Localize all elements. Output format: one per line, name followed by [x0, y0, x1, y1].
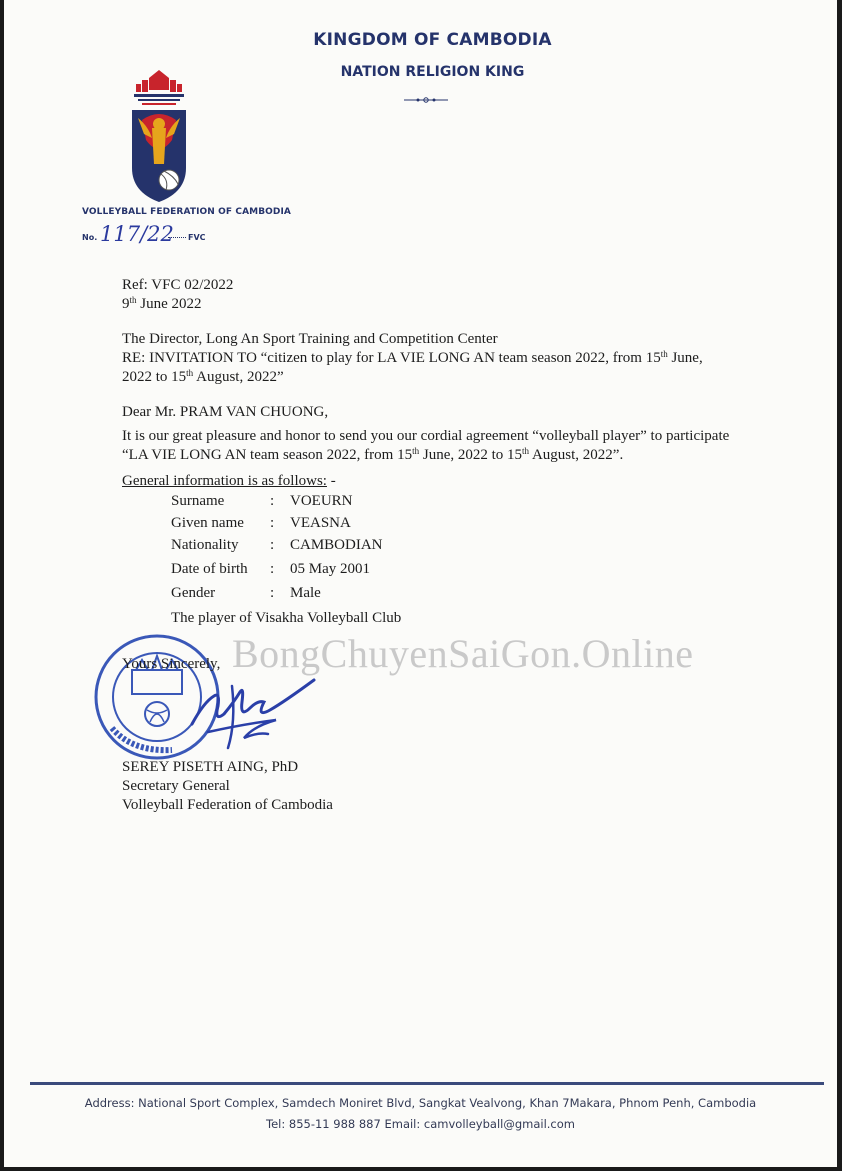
letter-body-line-1: It is our great pleasure and honor to send you our cordial agreement “volleyball player” to participate [122, 428, 730, 444]
federation-logo-icon [122, 68, 196, 204]
info-colon: : [270, 537, 275, 553]
letter-page [4, 0, 837, 1167]
info-colon: : [270, 493, 275, 509]
national-motto: NATION RELIGION KING [340, 64, 525, 80]
kingdom-title: KINGDOM OF CAMBODIA [313, 30, 552, 50]
ornament-icon [404, 96, 448, 104]
info-label: Date of birth [171, 561, 248, 577]
letter-subject-line-2: 2022 to 15th August, 2022” [122, 368, 284, 385]
reference-number-prefix: No. [82, 233, 98, 242]
info-value: CAMBODIAN [290, 537, 383, 553]
letter-date: 9th June 2022 [122, 295, 202, 312]
info-value: VEASNA [290, 515, 351, 531]
letter-ref: Ref: VFC 02/2022 [122, 277, 234, 293]
info-label: Nationality [171, 537, 239, 553]
info-label: Given name [171, 515, 244, 531]
letter-closing: Yours Sincerely, [122, 656, 221, 672]
signer-organization: Volleyball Federation of Cambodia [122, 797, 333, 813]
info-colon: : [270, 561, 275, 577]
info-label: Gender [171, 585, 216, 601]
info-value: VOEURN [290, 493, 353, 509]
signature-icon [184, 662, 324, 754]
info-value: Male [290, 585, 321, 601]
letter-subject-line-1: RE: INVITATION TO “citizen to play for LA VIE LONG AN team season 2022, from 15th June, [122, 349, 703, 366]
signer-name: SEREY PISETH AING, PhD [122, 759, 299, 775]
federation-name: VOLLEYBALL FEDERATION OF CAMBODIA [82, 207, 291, 217]
footer-address: Address: National Sport Complex, Samdech Moniret Blvd, Sangkat Vealvong, Khan 7Makara, Phnom Penh, Cambodia [84, 1096, 757, 1110]
reference-number-suffix: FVC [188, 233, 206, 242]
letter-recipient: The Director, Long An Sport Training and Competition Center [122, 331, 498, 347]
player-club: The player of Visakha Volleyball Club [171, 610, 402, 626]
watermark: BongChuyenSaiGon.Online [232, 631, 694, 676]
reference-number-handwritten: 117/22 [100, 222, 174, 246]
footer-divider [30, 1082, 824, 1085]
info-value: 05 May 2001 [290, 561, 370, 577]
letter-salutation: Dear Mr. PRAM VAN CHUONG, [122, 404, 329, 420]
reference-number [82, 222, 232, 252]
footer-contact: Tel: 855-11 988 887 Email: camvolleyball@gmail.com [266, 1117, 575, 1131]
info-colon: : [270, 585, 275, 601]
letter-body-line-2: “LA VIE LONG AN team season 2022, from 15th June, 2022 to 15th August, 2022”. [122, 446, 624, 463]
reference-number-dots [168, 237, 186, 238]
info-colon: : [270, 515, 275, 531]
info-label: Surname [171, 493, 225, 509]
general-info-heading: General information is as follows: - [122, 473, 336, 489]
signer-title: Secretary General [122, 778, 230, 794]
